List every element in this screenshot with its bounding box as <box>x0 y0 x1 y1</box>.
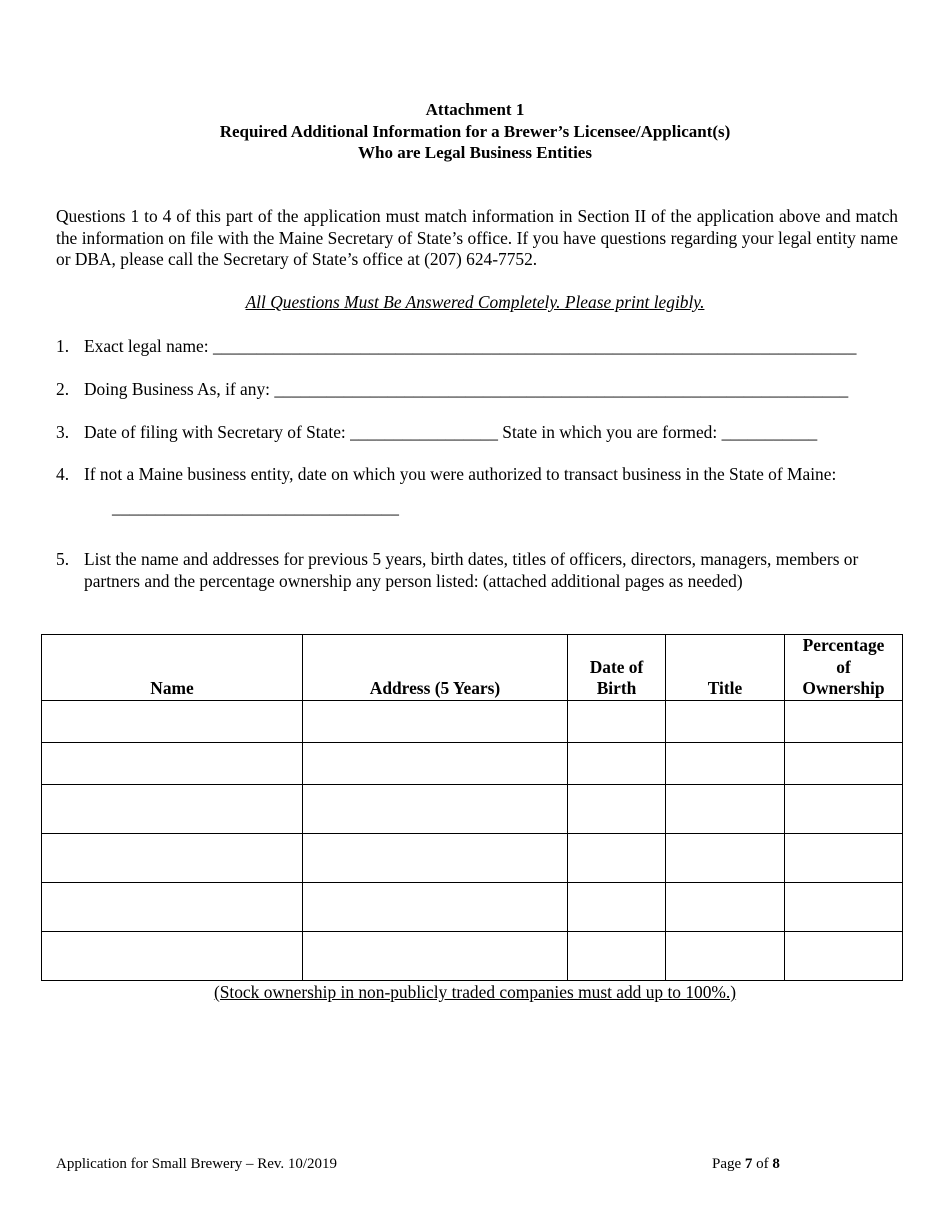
table-cell-name[interactable] <box>42 700 303 742</box>
question-1 <box>56 335 856 357</box>
column-header-name: Name <box>42 635 303 701</box>
table-cell-name[interactable] <box>42 742 303 784</box>
table-cell-title[interactable] <box>666 833 785 882</box>
question-2 <box>56 378 848 400</box>
column-header-title: Title <box>666 635 785 701</box>
table-row <box>42 882 903 931</box>
table-cell-address[interactable] <box>303 833 568 882</box>
table-cell-address[interactable] <box>303 700 568 742</box>
intro-paragraph: Questions 1 to 4 of this part of the application must match information in Section II of the application above and match the information on file with the Maine Secretary of State’s office. If you have questions regarding your legal entity name or DBA, please call the Secretary of State’s office at (207) 624-7752. <box>56 206 898 269</box>
table-cell-dob[interactable] <box>568 882 666 931</box>
stock-ownership-note: (Stock ownership in non-publicly traded companies must add up to 100%.) <box>213 982 737 1002</box>
table-cell-address[interactable] <box>303 784 568 833</box>
footer-form-name: Application for Small Brewery – Rev. 10/2019 <box>56 1156 338 1172</box>
question-1-label: Exact legal name: <box>84 336 209 356</box>
table-row <box>42 784 903 833</box>
question-4-label: If not a Maine business entity, date on which you were authorized to transact business in the State of Maine: <box>84 464 837 484</box>
table-cell-dob[interactable] <box>568 742 666 784</box>
question-3-label: Date of filing with Secretary of State: <box>84 422 346 442</box>
ownership-table <box>41 634 903 981</box>
table-cell-dob[interactable] <box>568 784 666 833</box>
table-cell-name[interactable] <box>42 833 303 882</box>
page-title-line-1: Required Additional Information for a Brewer’s Licensee/Applicant(s) <box>219 121 731 141</box>
table-row <box>42 742 903 784</box>
table-cell-title[interactable] <box>666 742 785 784</box>
question-3-label-state: State in which you are formed: <box>502 422 718 442</box>
current-page: 7 <box>744 1156 753 1172</box>
table-cell-address[interactable] <box>303 742 568 784</box>
attachment-label: Attachment 1 <box>425 100 525 119</box>
table-cell-percentage[interactable] <box>785 784 903 833</box>
question-5-label: List the name and addresses for previous 5 years, birth dates, titles of officers, directors, managers, members or partners and the percentage ownership any person listed: (attached additional pages as needed) <box>84 549 859 591</box>
table-body <box>42 700 903 980</box>
table-cell-title[interactable] <box>666 882 785 931</box>
table-cell-title[interactable] <box>666 931 785 980</box>
table-row <box>42 833 903 882</box>
question-5 <box>56 549 898 592</box>
table-cell-title[interactable] <box>666 784 785 833</box>
page-title-line-2: Who are Legal Business Entities <box>358 143 592 162</box>
dba-field[interactable]: __________________________________________________________________ <box>274 379 849 399</box>
question-4 <box>56 463 836 485</box>
footer-page-number: Page 7 of 8 <box>712 1156 780 1172</box>
question-4-number: 4. <box>56 464 70 484</box>
table-header-row <box>42 635 903 701</box>
question-2-number: 2. <box>56 379 70 399</box>
formation-state-field[interactable]: ___________ <box>721 422 818 442</box>
table-cell-title[interactable] <box>666 700 785 742</box>
table-cell-name[interactable] <box>42 931 303 980</box>
question-3-number: 3. <box>56 422 70 442</box>
question-5-number: 5. <box>56 549 70 569</box>
legal-name-field[interactable]: __________________________________________________________________________ <box>212 336 857 356</box>
table-row <box>42 700 903 742</box>
total-pages: 8 <box>772 1156 780 1172</box>
table-cell-percentage[interactable] <box>785 882 903 931</box>
table-cell-address[interactable] <box>303 931 568 980</box>
question-2-label: Doing Business As, if any: <box>84 379 270 399</box>
table-cell-percentage[interactable] <box>785 833 903 882</box>
filing-date-field[interactable]: _________________ <box>350 422 498 442</box>
instructions-notice: All Questions Must Be Answered Completely. Please print legibly. <box>245 292 705 312</box>
table-cell-percentage[interactable] <box>785 742 903 784</box>
column-header-address: Address (5 Years) <box>303 635 568 701</box>
table-cell-name[interactable] <box>42 882 303 931</box>
column-header-date-of-birth: Date of Birth <box>568 635 666 701</box>
question-1-number: 1. <box>56 336 70 356</box>
table-cell-dob[interactable] <box>568 931 666 980</box>
table-cell-dob[interactable] <box>568 700 666 742</box>
column-header-percentage: Percentage of Ownership <box>785 635 903 701</box>
table-cell-address[interactable] <box>303 882 568 931</box>
table-cell-percentage[interactable] <box>785 700 903 742</box>
question-3 <box>56 421 817 443</box>
table-row <box>42 931 903 980</box>
table-cell-name[interactable] <box>42 784 303 833</box>
document-header <box>0 99 950 164</box>
table-cell-dob[interactable] <box>568 833 666 882</box>
table-cell-percentage[interactable] <box>785 931 903 980</box>
authorization-date-field[interactable]: _________________________________ <box>112 497 399 517</box>
question-4-answer <box>112 496 399 518</box>
